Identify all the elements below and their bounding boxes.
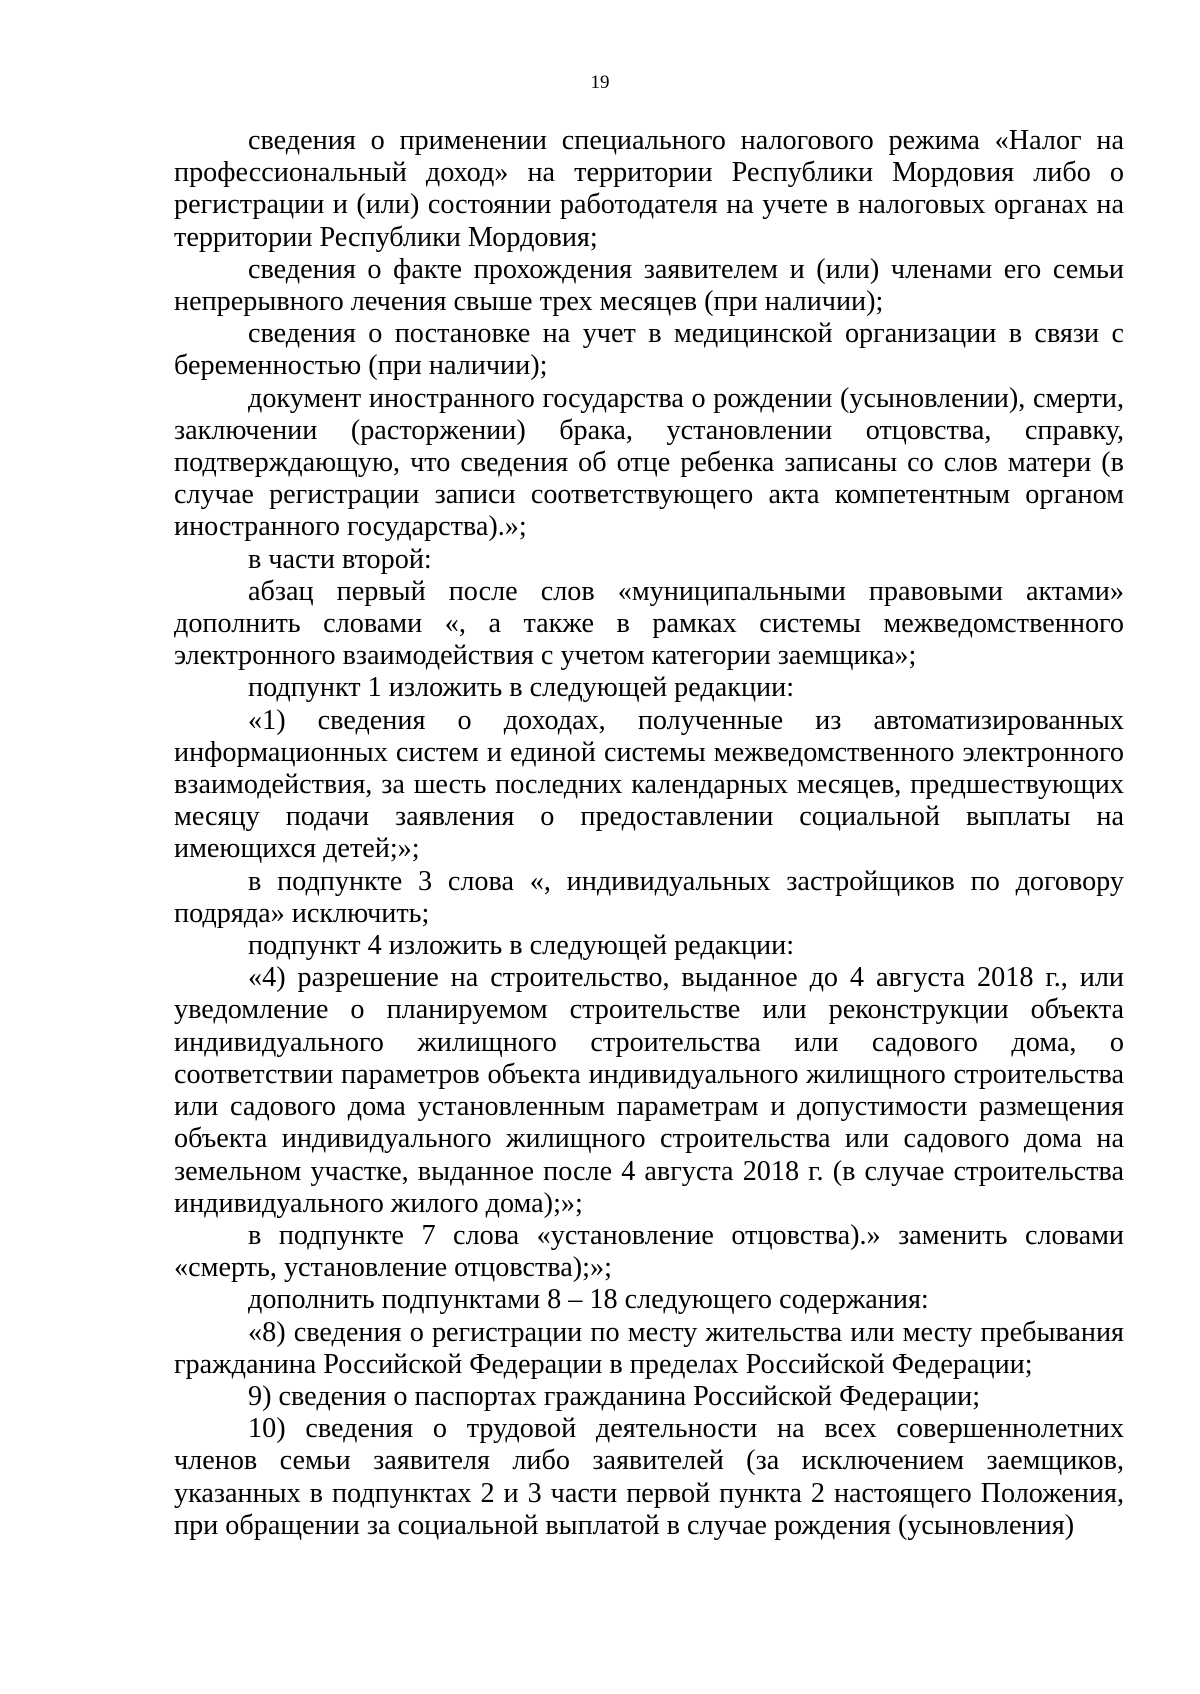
paragraph-subitem-1-intro: подпункт 1 изложить в следующей редакции: xyxy=(248,672,795,704)
paragraph-foreign-document: документ иностранного государства о рождении (усыновлении), смерти, заключении (расторжении) брака, установлении отцовства, справку, подтверждающую, что сведения об отце ребенка записаны со слов матери (в случае регистрации записи соответствующего акта компетентным органом иностранного государства).»; xyxy=(174,382,1124,543)
paragraph-pregnancy-registration: сведения о постановке на учет в медицинской организации в связи с беременностью (при наличии); xyxy=(174,318,1124,382)
page-number: 19 xyxy=(590,72,610,93)
paragraph-subitem-9: 9) сведения о паспортах гражданина Российской Федерации; xyxy=(248,1380,981,1412)
paragraph-add-subitems: дополнить подпунктами 8 – 18 следующего содержания: xyxy=(248,1284,929,1316)
paragraph-treatment-info: сведения о факте прохождения заявителем и (или) членами его семьи непрерывного лечения свыше трех месяцев (при наличии); xyxy=(174,253,1124,318)
paragraph-first-abzac: абзац первый после слов «муниципальными правовыми актами» дополнить словами «, а также в рамках системы межведомственного электронного взаимодействия с учетом категории заемщика»; xyxy=(174,575,1124,672)
paragraph-subitem-4-text: «4) разрешение на строительство, выданное до 4 августа 2018 г., или уведомление о планируемом строительстве или реконструкции объекта индивидуального жилищного строительства или садового дома, о соответствии параметров объекта индивидуального жилищного строительства или садового дома установленным параметрам и допустимости размещения объекта индивидуального жилищного строительства или садового дома на земельном участке, выданное после 4 августа 2018 г. (в случае строительства индивидуального жилого дома);»; xyxy=(174,962,1124,1219)
paragraph-subitem-7: в подпункте 7 слова «установление отцовства).» заменить словами «смерть, установление отцовства);»; xyxy=(174,1219,1124,1284)
paragraph-subitem-3: в подпункте 3 слова «, индивидуальных застройщиков по договору подряда» исключить; xyxy=(174,865,1124,929)
paragraph-subitem-4-intro: подпункт 4 изложить в следующей редакции: xyxy=(248,930,795,962)
paragraph-part-two: в части второй: xyxy=(248,543,432,575)
paragraph-subitem-1-text: «1) сведения о доходах, полученные из автоматизированных информационных систем и единой системы межведомственного электронного взаимодействия, за шесть последних календарных месяцев, предшествующих месяцу подачи заявления о предоставлении социальной выплаты на имеющихся детей;»; xyxy=(174,704,1124,865)
paragraph-subitem-8: «8) сведения о регистрации по месту жительства или месту пребывания гражданина Российской Федерации в пределах Российской Федерации; xyxy=(174,1316,1124,1380)
paragraph-tax-regime-info: сведения о применении специального налогового режима «Налог на профессиональный доход» на территории Республики Мордовия либо о регистрации и (или) состоянии работодателя на учете в налоговых органах на территории Республики Мордовия; xyxy=(174,125,1124,253)
document-body xyxy=(174,125,1124,1542)
paragraph-subitem-10: 10) сведения о трудовой деятельности на всех совершеннолетних членов семьи заявителя либо заявителей (за исключением заемщиков, указанных в подпунктах 2 и 3 части первой пункта 2 настоящего Положения, при обращении за социальной выплатой в случае рождения (усыновления) xyxy=(174,1413,1124,1541)
